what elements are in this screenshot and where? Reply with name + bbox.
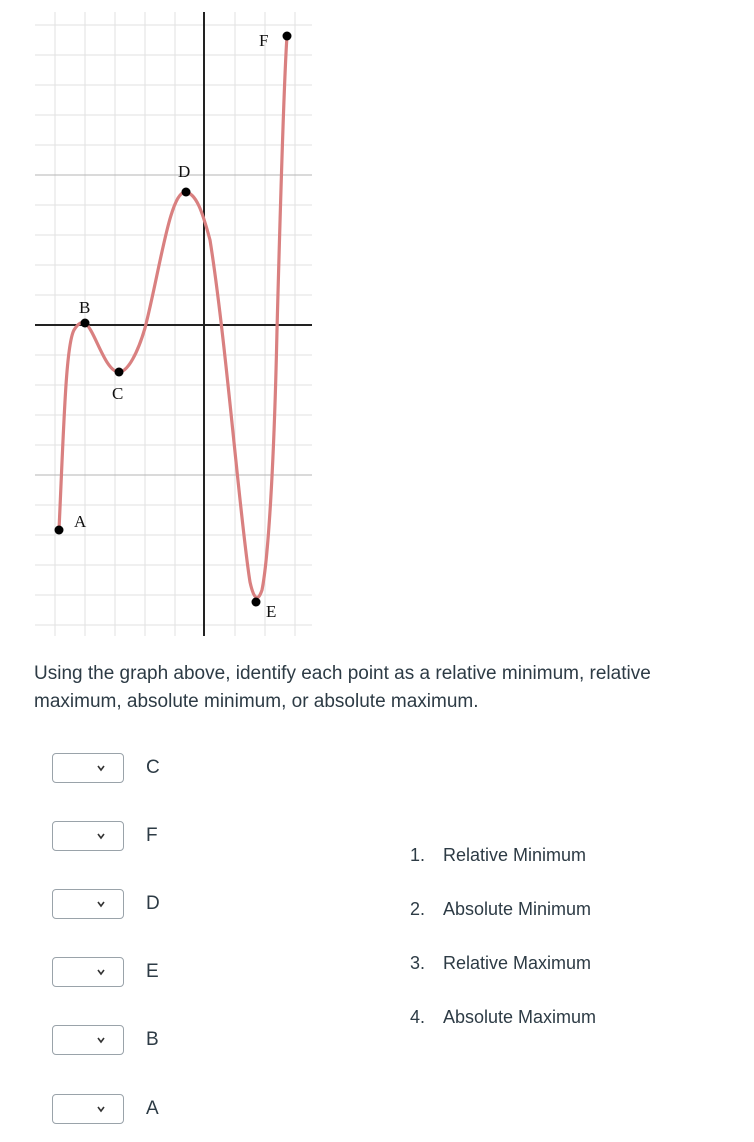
point-a-marker	[55, 526, 64, 535]
option-number: 3.	[410, 953, 426, 973]
point-b-label: B	[79, 298, 91, 317]
answer-select-b[interactable]	[52, 1025, 124, 1055]
chevron-down-icon	[96, 1102, 106, 1116]
point-c-marker	[115, 368, 124, 377]
option-text: Relative Maximum	[443, 953, 592, 973]
answer-select-f[interactable]	[52, 821, 124, 851]
option-item	[410, 845, 596, 899]
point-d-marker	[182, 188, 191, 197]
option-text: Relative Minimum	[443, 845, 587, 865]
point-d-label: D	[178, 162, 191, 181]
match-row-a	[52, 1093, 159, 1125]
option-number: 2.	[410, 899, 426, 919]
match-row-c	[52, 752, 160, 784]
answer-select-d[interactable]	[52, 889, 124, 919]
match-label-f: F	[146, 825, 158, 846]
match-row-f	[52, 820, 158, 852]
chevron-down-icon	[96, 897, 106, 911]
match-label-d: D	[146, 893, 160, 914]
answer-select-e[interactable]	[52, 957, 124, 987]
match-label-a: A	[146, 1098, 159, 1119]
chevron-down-icon	[96, 965, 106, 979]
match-row-e	[52, 956, 159, 988]
point-b-marker	[81, 319, 90, 328]
match-row-b	[52, 1024, 159, 1056]
point-f-label: F	[259, 31, 269, 50]
answer-select-a[interactable]	[52, 1094, 124, 1124]
point-e-label: E	[266, 602, 277, 621]
answer-select-c[interactable]	[52, 753, 124, 783]
option-text: Absolute Minimum	[443, 899, 592, 919]
point-f-marker	[283, 32, 292, 41]
chevron-down-icon	[96, 761, 106, 775]
question-text: Using the graph above, identify each point as a relative minimum, relative maximum, absolute minimum, or absolute maximum.	[34, 663, 651, 712]
point-a-label: A	[74, 512, 87, 531]
option-number: 1.	[410, 845, 426, 865]
point-c-label: C	[112, 384, 124, 403]
point-e-marker	[252, 598, 261, 607]
option-item	[410, 899, 596, 953]
answer-options-list	[410, 845, 596, 1061]
chevron-down-icon	[96, 829, 106, 843]
chevron-down-icon	[96, 1033, 106, 1047]
match-row-d	[52, 888, 160, 920]
option-item	[410, 953, 596, 1007]
option-text: Absolute Maximum	[443, 1007, 597, 1027]
function-graph	[0, 0, 330, 640]
match-label-e: E	[146, 961, 159, 982]
match-label-c: C	[146, 757, 160, 778]
match-label-b: B	[146, 1029, 159, 1050]
function-curve	[59, 36, 287, 598]
option-item	[410, 1007, 596, 1061]
graph-points	[55, 32, 292, 607]
option-number: 4.	[410, 1007, 426, 1027]
